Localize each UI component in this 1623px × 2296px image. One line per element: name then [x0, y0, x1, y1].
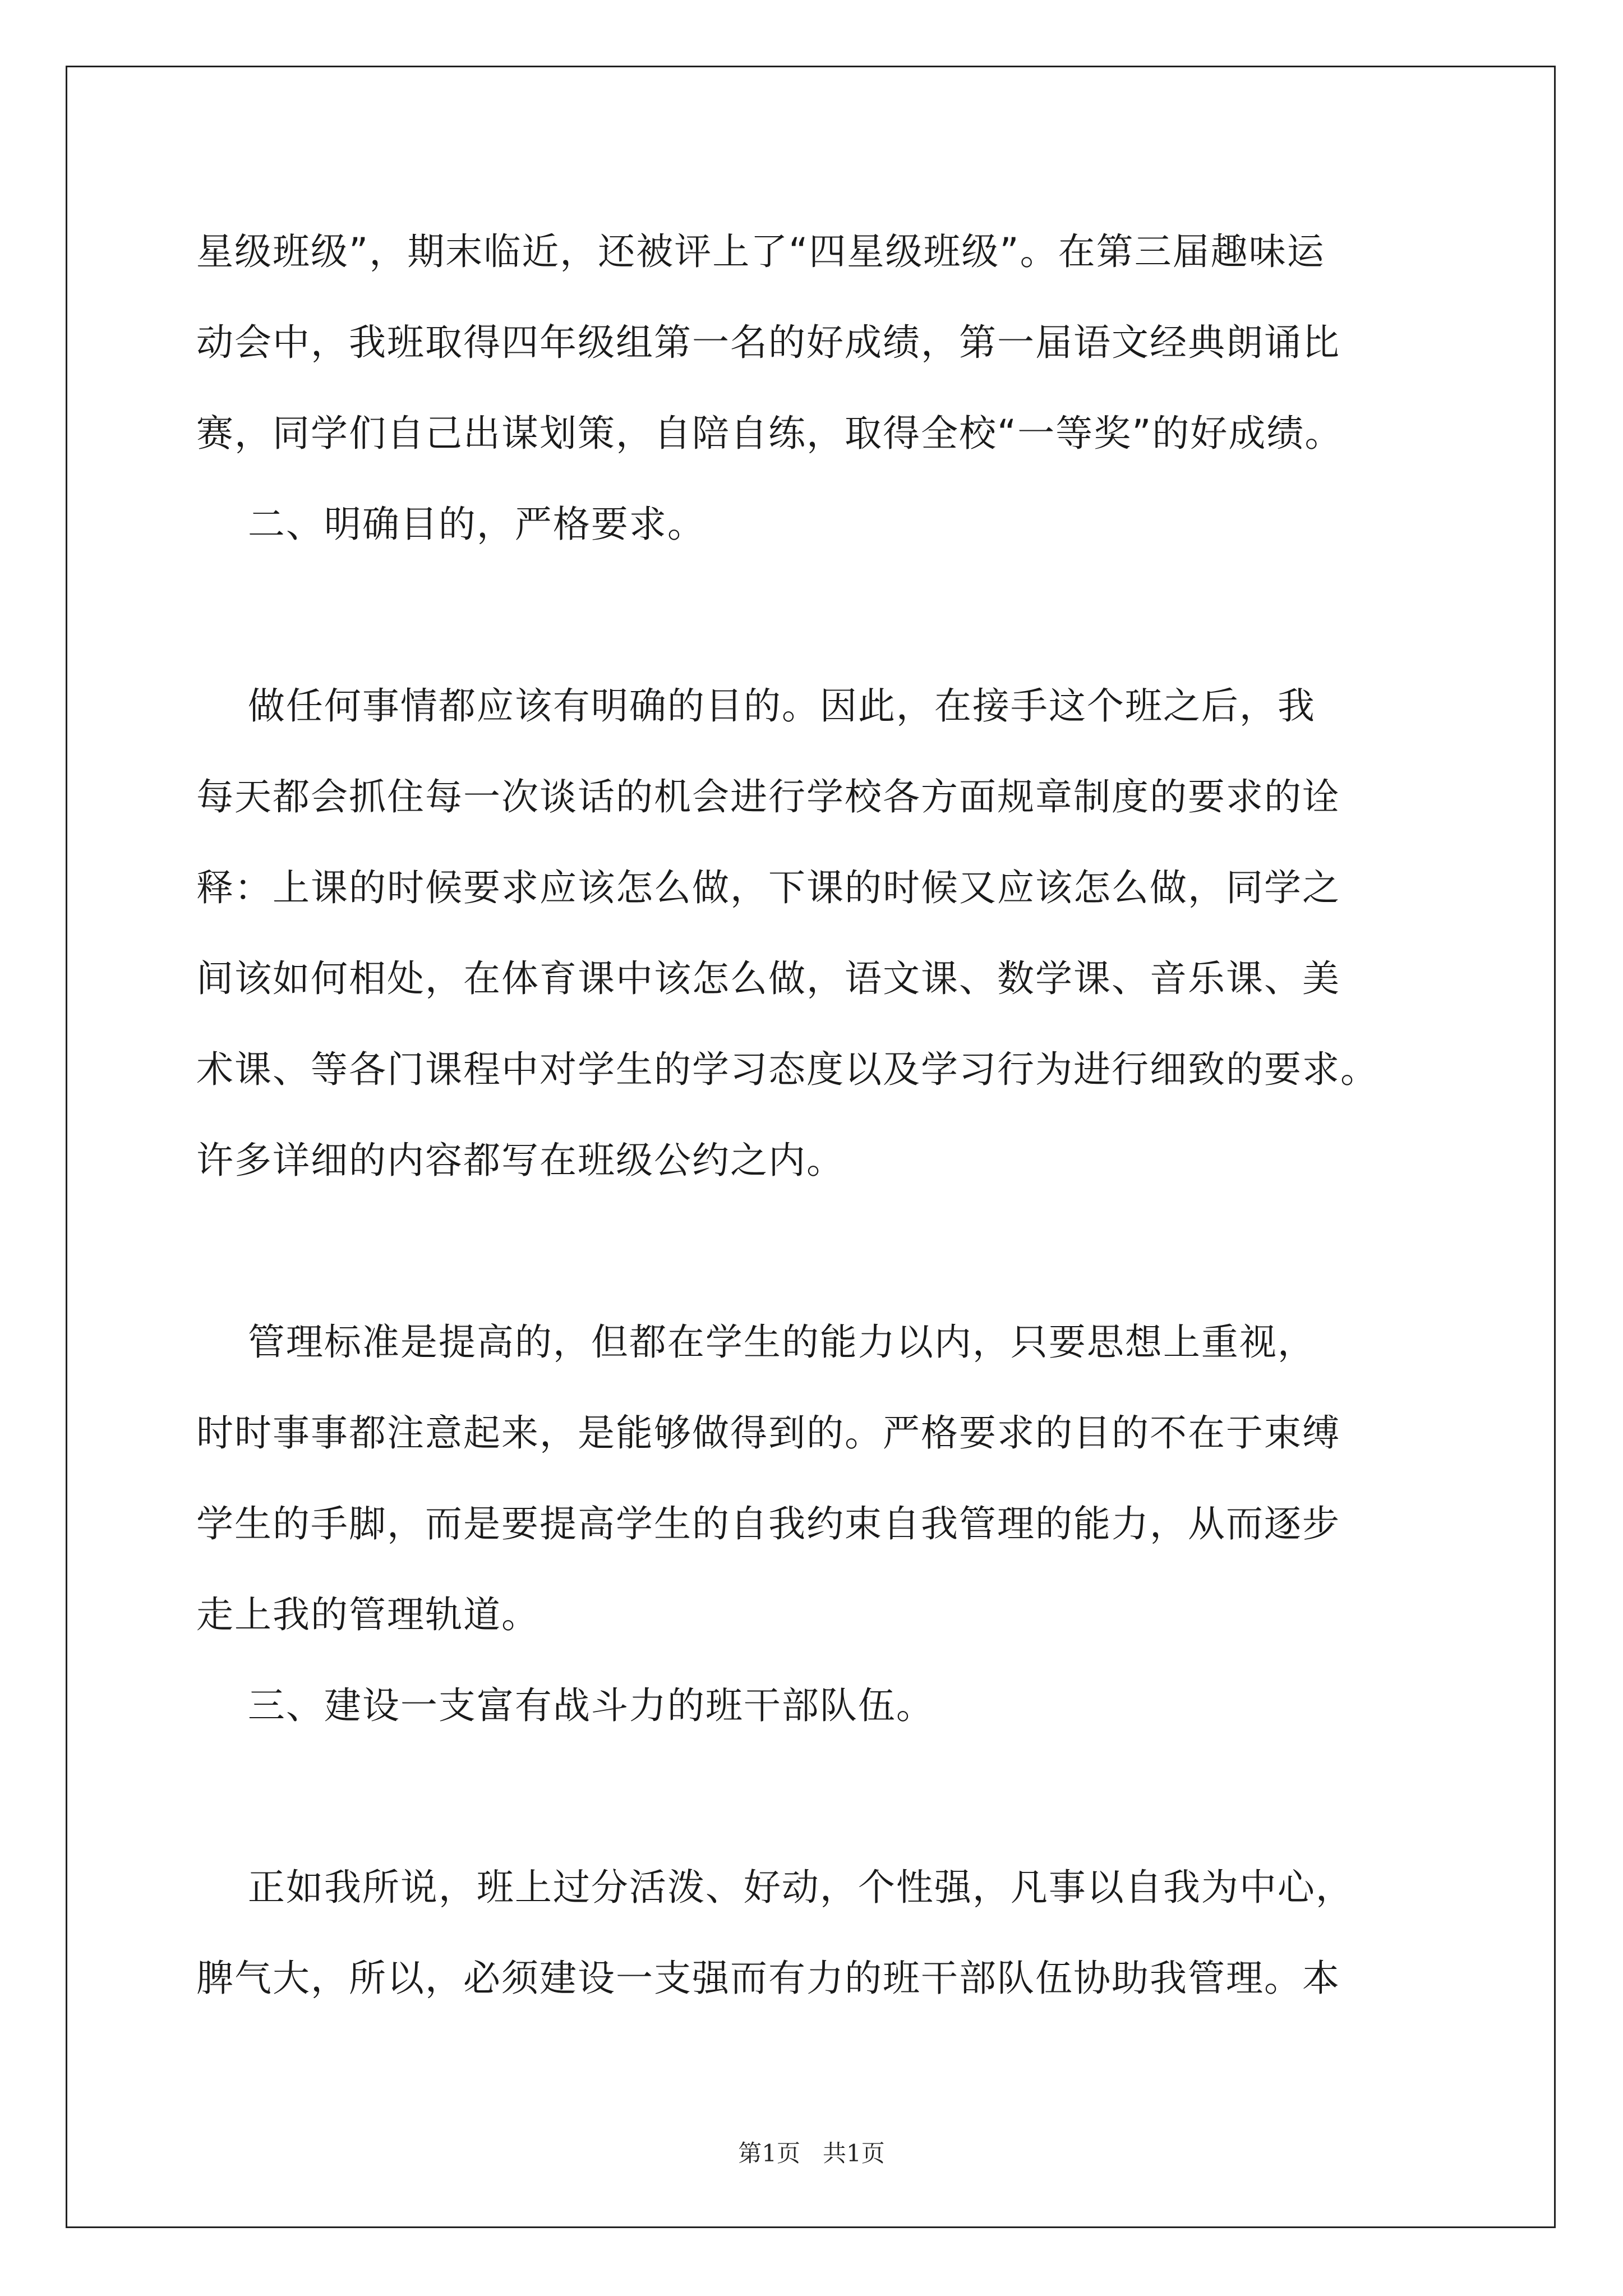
paragraph-clear-goals: 做任何事情都应该有明确的目的。因此，在接手这个班之后，我 每天都会抓住每一次谈话的机会进行学校各方面规章制度的要求的诠 释：上课的时候要求应该怎么做，下课的时候又应该怎么做，同学之 间该如何相处，在体育课中该怎么做，语文课、数学课、音乐课、美 术课、等各门课程中对学生的学习态度以及学习行为进行细致的要求。 许多详细的内容都写在班级公约之内。	[196, 684, 1378, 1182]
section-heading-two: 二、明确目的，严格要求。	[196, 503, 706, 546]
paragraph-class-cadres: 正如我所说，班上过分活泼、好动，个性强，凡事以自我为中心， 脾气大，所以，必须建设一支强而有力的班干部队伍协助我管理。本	[196, 1866, 1354, 2000]
paragraph-management-standards: 管理标准是提高的，但都在学生的能力以内，只要思想上重视， 时时事事都注意起来，是能够做得到的。严格要求的目的不在于束缚 学生的手脚，而是要提高学生的自我约束自我管理的能力，从而逐步 走上我的管理轨道。	[196, 1320, 1340, 1636]
page-footer: 第1页 共1页	[738, 2139, 885, 2167]
section-heading-three: 三、建设一支富有战斗力的班干部队伍。	[196, 1684, 934, 1727]
paragraph-class-honors: 星级班级”，期末临近，还被评上了“四星级班级”。在第三届趣味运 动会中，我班取得四年级组第一名的好成绩，第一届语文经典朗诵比 赛，同学们自己出谋划策，自陪自练，取得全校“一等奖”的好成绩。	[196, 230, 1343, 455]
